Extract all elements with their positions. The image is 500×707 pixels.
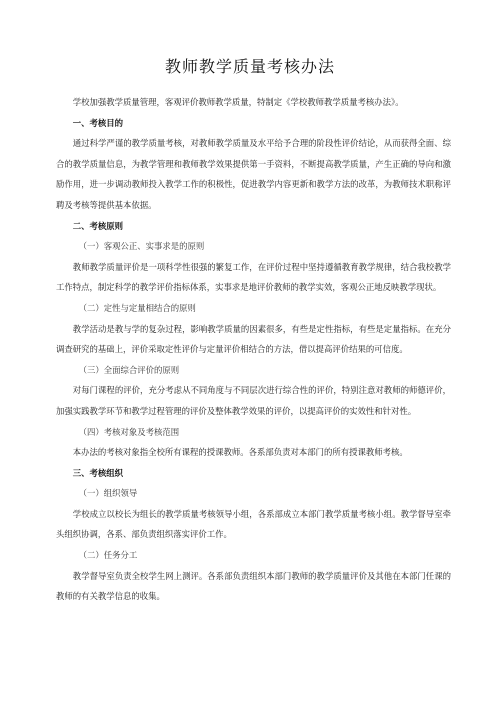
section-heading-principles: 二、考核原则	[72, 220, 124, 231]
organization-paragraph-leadership: 学校成立以校长为组长的教学质量考核领导小组，各系部成立本部门教学质量考核小组。教学督导室牵头组织协调，各系、部负责组织落实评价工作。	[56, 508, 451, 540]
organization-paragraph-tasks: 教学督导室负责全校学生网上测评。各系部负责组织本部门教师的教学质量评价及其他在本部门任课的教师的有关教学信息的收集。	[56, 570, 451, 602]
section-heading-organization: 三、考核组织	[72, 467, 124, 478]
principle-paragraph-objective: 教师教学质量评价是一项科学性很强的繁复工作，在评价过程中坚持遵循教育教学规律，结合我校教学工作特点，制定科学的教学评价指标体系，实事求是地评价教师的教学实效，客观公正地反映教学现状。	[56, 261, 451, 293]
principle-paragraph-qualitative: 教学活动是教与学的复杂过程，影响教学质量的因素很多，有些是定性指标，有些是定量指标。在充分调查研究的基础上，评价采取定性评价与定量评价相结合的方法，借以提高评价结果的可信度。	[56, 323, 451, 355]
purpose-paragraph: 通过科学严谨的教学质量考核，对教师教学质量及水平给予合理的阶段性评价结论，从而获得全面、综合的教学质量信息，为教学管理和教师教学效果提供第一手资料，不断提高教学质量，产生正确的导向和激励作用，进一步调动教师投入教学工作的积极性，促进教学内容更新和教学方法的改革，为教师技术职称评聘及考核等提供基本依据。	[56, 138, 451, 210]
organization-subheading-leadership: （一）组织领导	[78, 488, 138, 499]
document-title: 教师教学质量考核办法	[164, 57, 335, 76]
intro-paragraph: 学校加强教学质量管理，客观评价教师教学质量，特制定《学校教师教学质量考核办法》。	[72, 97, 404, 107]
principle-paragraph-scope: 本办法的考核对象指全校所有课程的授课教师。各系部负责对本部门的所有授课教师考核。	[72, 447, 408, 458]
principle-subheading-scope: （四）考核对象及考核范围	[78, 426, 180, 437]
organization-subheading-tasks: （二）任务分工	[78, 550, 138, 561]
section-heading-purpose: 一、考核目的	[72, 117, 124, 128]
principle-paragraph-comprehensive: 对每门课程的评价，充分考虑从不同角度与不同层次进行综合性的评价，特别注意对教师的师德评价，加强实践教学环节和教学过程管理的评价及整体教学效果的评价，以提高评价的实效性和针对性。	[56, 385, 451, 416]
principle-subheading-objective: （一）客观公正、实事求是的原则	[78, 241, 205, 252]
document-body	[56, 92, 451, 607]
principle-subheading-comprehensive: （三）全面综合评价的原则	[78, 364, 180, 375]
principle-subheading-qualitative: （二）定性与定量相结合的原则	[78, 302, 196, 313]
